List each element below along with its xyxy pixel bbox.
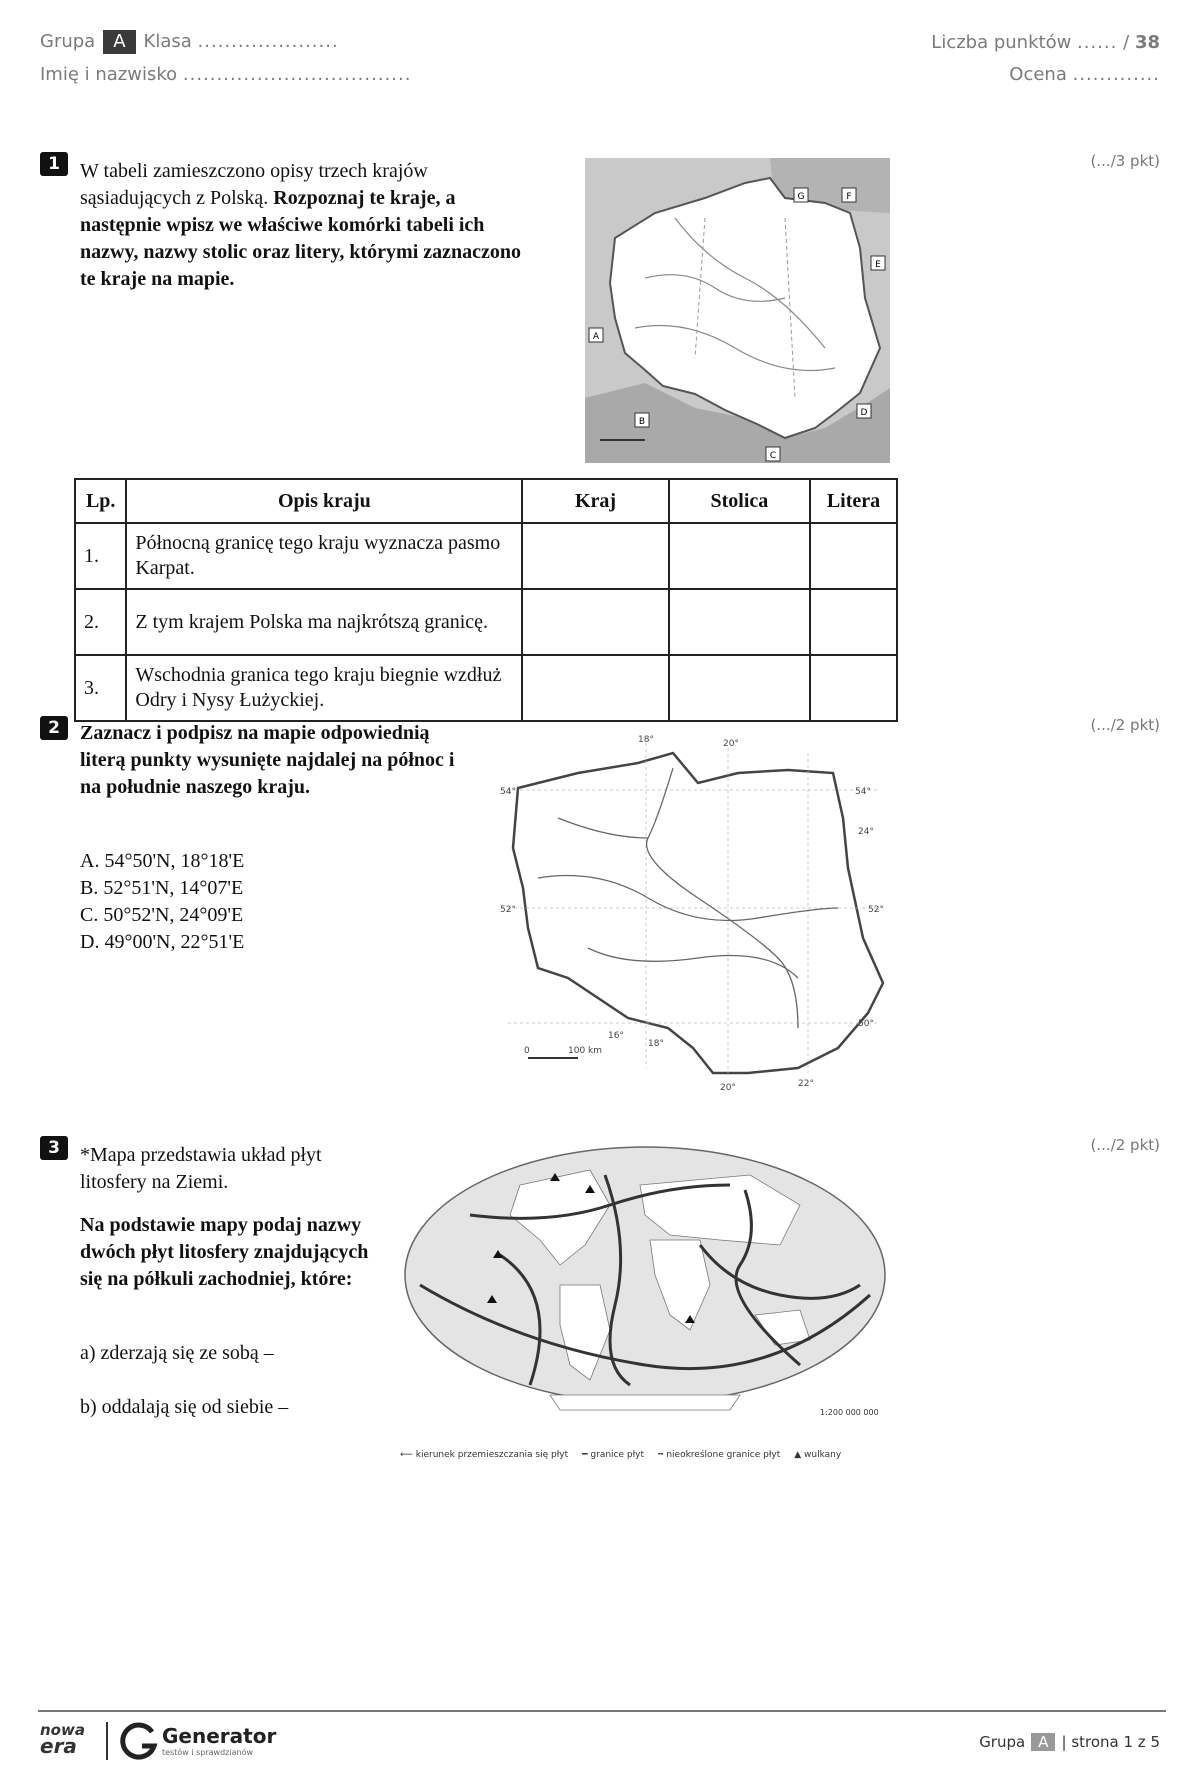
svg-text:F: F — [846, 192, 852, 202]
generator-logo-icon — [120, 1722, 160, 1762]
points-total: 38 — [1134, 32, 1160, 53]
answer-litera-1[interactable] — [810, 523, 897, 589]
header-group-row — [40, 30, 339, 54]
header-kraj: Kraj — [522, 479, 668, 523]
generator-logo-text — [162, 1724, 276, 1757]
generator-name: Generator — [162, 1724, 277, 1748]
question-2-number: 2 — [40, 716, 68, 740]
legend-item — [658, 1450, 780, 1460]
footer-page-number: strona 1 z 5 — [1071, 1733, 1160, 1751]
header-points-row — [931, 32, 1160, 53]
label-lon-22: 22° — [798, 1079, 814, 1089]
footer-group-badge: A — [1031, 1733, 1055, 1751]
legend-label: nieokreślone granice płyt — [666, 1450, 781, 1460]
footer-group-label: Grupa — [979, 1733, 1026, 1751]
option-c: C. 50°52'N, 24°09'E — [80, 904, 244, 926]
legend-item — [794, 1450, 841, 1460]
generator-subtitle: testów i sprawdzianów — [162, 1748, 253, 1757]
map-letter-d — [857, 404, 871, 418]
svg-text:A: A — [592, 332, 600, 342]
table-row — [75, 655, 897, 721]
svg-text:D: D — [860, 408, 868, 418]
class-label: Klasa — [143, 31, 192, 52]
tectonic-plates-map — [400, 1145, 890, 1445]
logo-divider — [106, 1722, 108, 1760]
label-lat-54-right: 54° — [855, 787, 871, 797]
question-1-number: 1 — [40, 152, 68, 176]
arrow-icon: ⟵ — [400, 1450, 413, 1460]
row-desc: Północną granicę tego kraju wyznacza pasmo Karpat. — [126, 523, 522, 589]
option-a: A. 54°50'N, 18°18'E — [80, 850, 245, 872]
nowa-era-logo — [40, 1721, 100, 1758]
label-lon-16: 16° — [608, 1031, 624, 1041]
legend-label: granice płyt — [590, 1450, 645, 1460]
legend-label: kierunek przemieszczania się płyt — [415, 1450, 569, 1460]
label-lon-18: 18° — [638, 735, 654, 745]
map-letter-f — [842, 188, 856, 202]
footer-separator: | — [1061, 1733, 1067, 1751]
legend-item — [582, 1450, 644, 1460]
map-letter-e — [871, 256, 885, 270]
logo-text-top: nowa — [40, 1721, 85, 1739]
answer-litera-3[interactable] — [810, 655, 897, 721]
label-lon-18-bottom: 18° — [648, 1039, 664, 1049]
label-lon-20: 20° — [723, 739, 739, 749]
logo-text-bottom: era — [40, 1734, 77, 1758]
map-letter-a — [589, 328, 603, 342]
question-2-text: Zaznacz i podpisz na mapie odpowiednią literą punkty wysunięte najdalej na północ i na południe naszego kraju. — [80, 722, 455, 798]
label-lat-54-left: 54° — [500, 787, 516, 797]
line-icon: ━ — [582, 1450, 588, 1460]
continent-antarctica — [550, 1395, 740, 1410]
label-lat-52-right: 52° — [868, 905, 884, 915]
label-lat-52-left: 52° — [500, 905, 516, 915]
footer-page-info — [979, 1733, 1160, 1751]
points-label: Liczba punktów — [931, 32, 1072, 53]
group-badge: A — [103, 30, 135, 54]
answer-kraj-1[interactable] — [522, 523, 668, 589]
svg-text:G: G — [797, 192, 805, 202]
map-scale-text: 1:200 000 000 — [820, 1408, 879, 1417]
question-1-points: (.../3 pkt) — [1090, 152, 1160, 170]
row-lp: 3. — [75, 655, 126, 721]
question-1-text-plain: W tabeli zamieszczono opisy trzech krajów sąsiadujących z Polską. — [80, 160, 428, 209]
row-lp: 1. — [75, 523, 126, 589]
answer-stolica-3[interactable] — [669, 655, 810, 721]
svg-text:E: E — [875, 260, 881, 270]
map-letter-g — [794, 188, 808, 202]
question-3-b: b) oddalają się od siebie – — [80, 1396, 289, 1418]
row-lp: 2. — [75, 589, 126, 655]
footer-divider — [38, 1710, 1166, 1712]
svg-text:C: C — [769, 451, 777, 461]
triangle-icon: ▲ — [794, 1450, 802, 1460]
name-label: Imię i nazwisko — [40, 64, 178, 85]
header-opis: Opis kraju — [126, 479, 522, 523]
grade-label: Ocena — [1009, 64, 1067, 85]
map-letter-c — [766, 447, 780, 461]
poland-outline — [513, 753, 883, 1073]
question-1-text-bold: Rozpoznaj te kraje, a następnie wpisz we właściwe komórki tabeli ich nazwy, nazwy stolic oraz litery, którymi zaznaczono te kraje na mapie. — [80, 187, 522, 290]
answer-kraj-2[interactable] — [522, 589, 668, 655]
row-desc: Z tym krajem Polska ma najkrótszą granicę. — [126, 589, 522, 655]
label-lon-24: 24° — [858, 827, 874, 837]
legend-item — [400, 1450, 568, 1460]
header-stolica: Stolica — [669, 479, 810, 523]
label-lat-50-right: 50° — [858, 1019, 874, 1029]
points-sep: / — [1123, 32, 1130, 53]
poland-grid-map — [498, 728, 892, 1098]
question-3-intro: *Mapa przedstawia układ płyt litosfery na Ziemi. — [80, 1144, 322, 1193]
answer-litera-2[interactable] — [810, 589, 897, 655]
label-lon-20-bottom: 20° — [720, 1083, 736, 1093]
dashed-line-icon: ╍ — [658, 1450, 664, 1460]
points-field[interactable]: ...... — [1077, 32, 1118, 53]
scale-zero: 0 — [524, 1046, 530, 1056]
answer-stolica-2[interactable] — [669, 589, 810, 655]
grade-field[interactable]: ............. — [1072, 64, 1160, 85]
header-lp: Lp. — [75, 479, 126, 523]
answer-kraj-3[interactable] — [522, 655, 668, 721]
option-b: B. 52°51'N, 14°07'E — [80, 877, 244, 899]
poland-neighbours-map — [585, 158, 890, 463]
question-3-text: Na podstawie mapy podaj nazwy dwóch płyt litosfery znajdujących się na półkuli zachodniej, które: — [80, 1214, 369, 1290]
question-1-text — [80, 158, 530, 293]
table-row — [75, 523, 897, 589]
option-d: D. 49°00'N, 22°51'E — [80, 931, 245, 953]
question-2-options — [80, 848, 460, 956]
group-label: Grupa — [40, 31, 96, 52]
table-row — [75, 589, 897, 655]
question-3-points: (.../2 pkt) — [1090, 1136, 1160, 1154]
answer-stolica-1[interactable] — [669, 523, 810, 589]
question-3-number: 3 — [40, 1136, 68, 1160]
map-letter-b — [635, 413, 649, 427]
row-desc: Wschodnia granica tego kraju biegnie wzdłuż Odry i Nysy Łużyckiej. — [126, 655, 522, 721]
scale-km: 100 km — [568, 1046, 603, 1056]
class-field[interactable]: ..................... — [197, 31, 339, 52]
header-grade-row — [1009, 64, 1160, 85]
legend-label: wulkany — [804, 1450, 842, 1460]
table-header-row — [75, 479, 897, 523]
question-3-a: a) zderzają się ze sobą – — [80, 1342, 274, 1364]
map-legend — [400, 1450, 841, 1460]
header-litera: Litera — [810, 479, 897, 523]
name-field[interactable]: .................................. — [182, 64, 412, 85]
question-2-points: (.../2 pkt) — [1090, 716, 1160, 734]
question-1-table — [74, 478, 898, 722]
header-name-row — [40, 64, 411, 85]
svg-text:B: B — [638, 417, 646, 427]
